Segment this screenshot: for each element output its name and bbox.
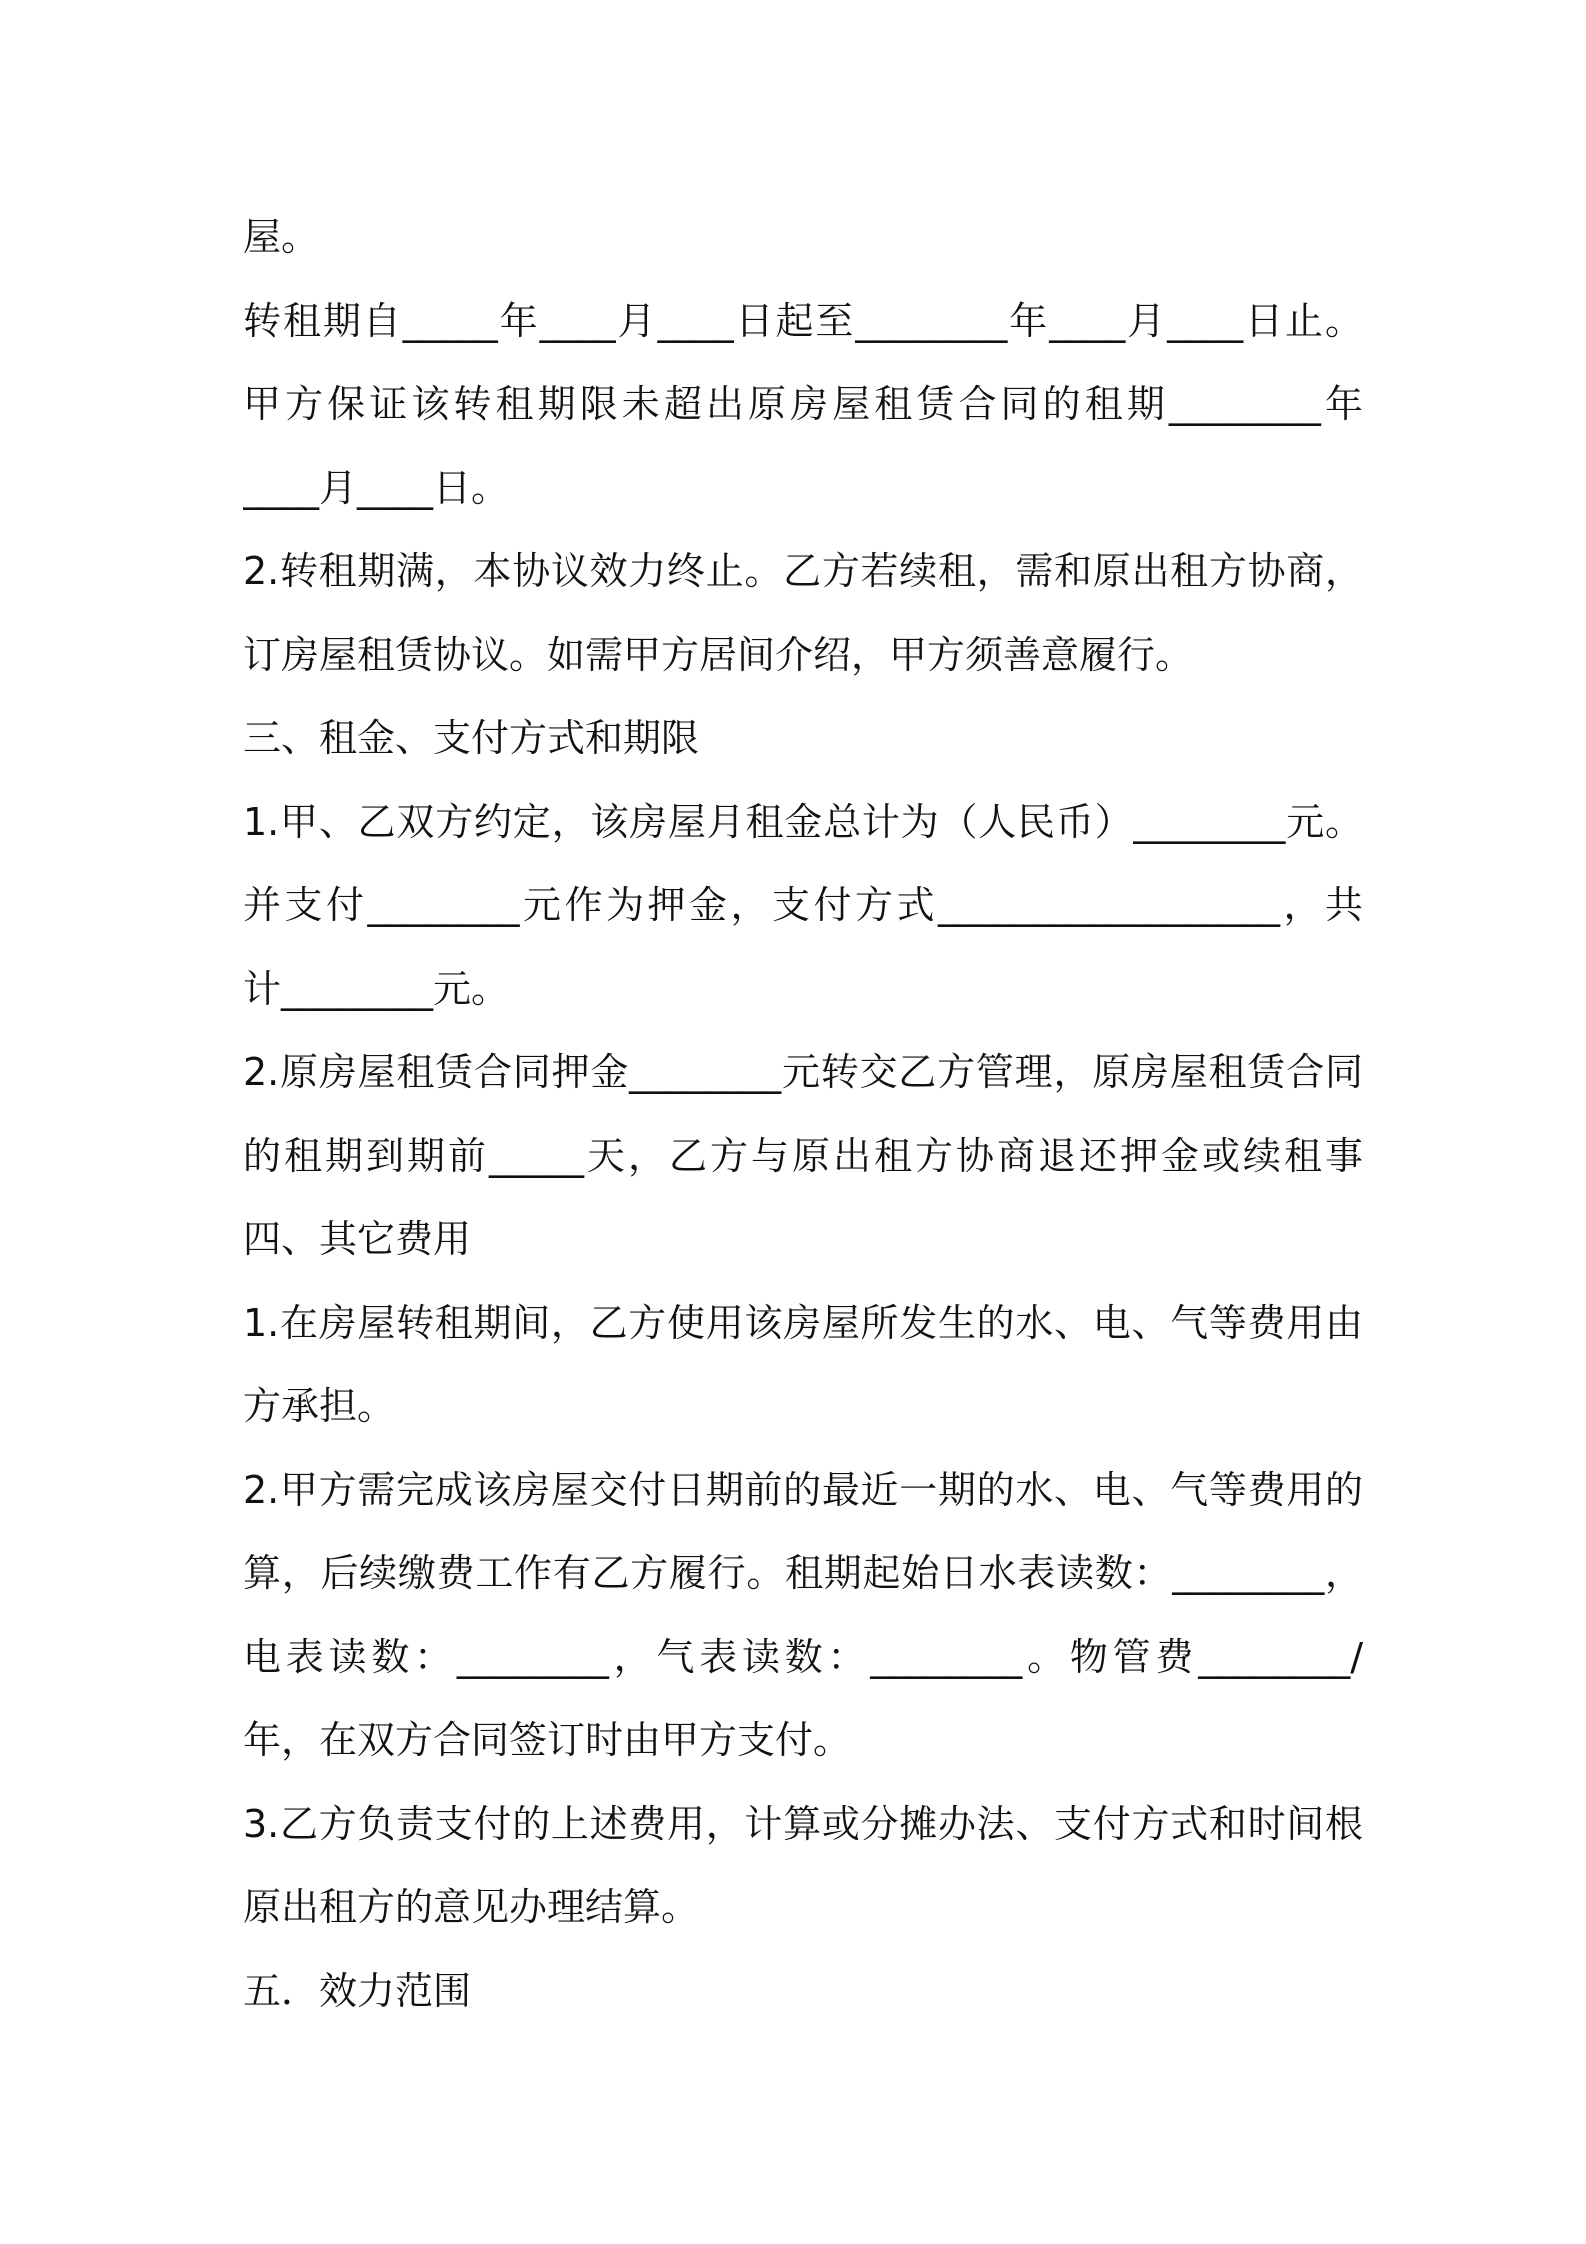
document-line: 甲方保证该转租期限未超出原房屋租赁合同的租期________年 [243, 382, 1363, 426]
document-line: 2.甲方需完成该房屋交付日期前的最近一期的水、电、气等费用的 [243, 1467, 1363, 1512]
document-line: 并支付________元作为押金，支付方式__________________，共 [243, 883, 1363, 927]
document-line: 1.甲、乙双方约定，该房屋月租金总计为（人民币）________元。 [243, 799, 1363, 844]
document-line: 的租期到期前_____天，乙方与原出租方协商退还押金或续租事 [243, 1133, 1363, 1178]
document-line: 2.原房屋租赁合同押金________元转交乙方管理，原房屋租赁合同 [243, 1050, 1363, 1094]
document-line: 年，在双方合同签订时由甲方支付。 [243, 1718, 852, 1762]
document-line: 计________元。 [243, 966, 510, 1011]
document-line: 3.乙方负责支付的上述费用，计算或分摊办法、支付方式和时间根 [243, 1801, 1363, 1846]
document-line: ____月____日。 [243, 465, 510, 510]
document-line: 三、租金、支付方式和期限 [243, 716, 700, 760]
document-line: 五．效力范围 [243, 1968, 472, 2013]
document-line: 算，后续缴费工作有乙方履行。租期起始日水表读数：________， [243, 1551, 1363, 1595]
document-line: 屋。 [243, 215, 320, 259]
document-line: 方承担。 [243, 1384, 396, 1428]
document-body [243, 196, 1363, 2033]
document-line: 订房屋租赁协议。如需甲方居间介绍，甲方须善意履行。 [243, 632, 1194, 677]
document-line: 转租期自_____年____月____日起至________年____月____日止。 [243, 298, 1363, 343]
document-line: 电表读数：________，气表读数：________。物管费________/ [243, 1634, 1363, 1679]
document-line: 四、其它费用 [243, 1217, 472, 1261]
document-line: 2.转租期满，本协议效力终止。乙方若续租，需和原出租方协商， [243, 549, 1363, 593]
document-line: 1.在房屋转租期间，乙方使用该房屋所发生的水、电、气等费用由 [243, 1300, 1363, 1345]
document-line: 原出租方的意见办理结算。 [243, 1885, 700, 1929]
